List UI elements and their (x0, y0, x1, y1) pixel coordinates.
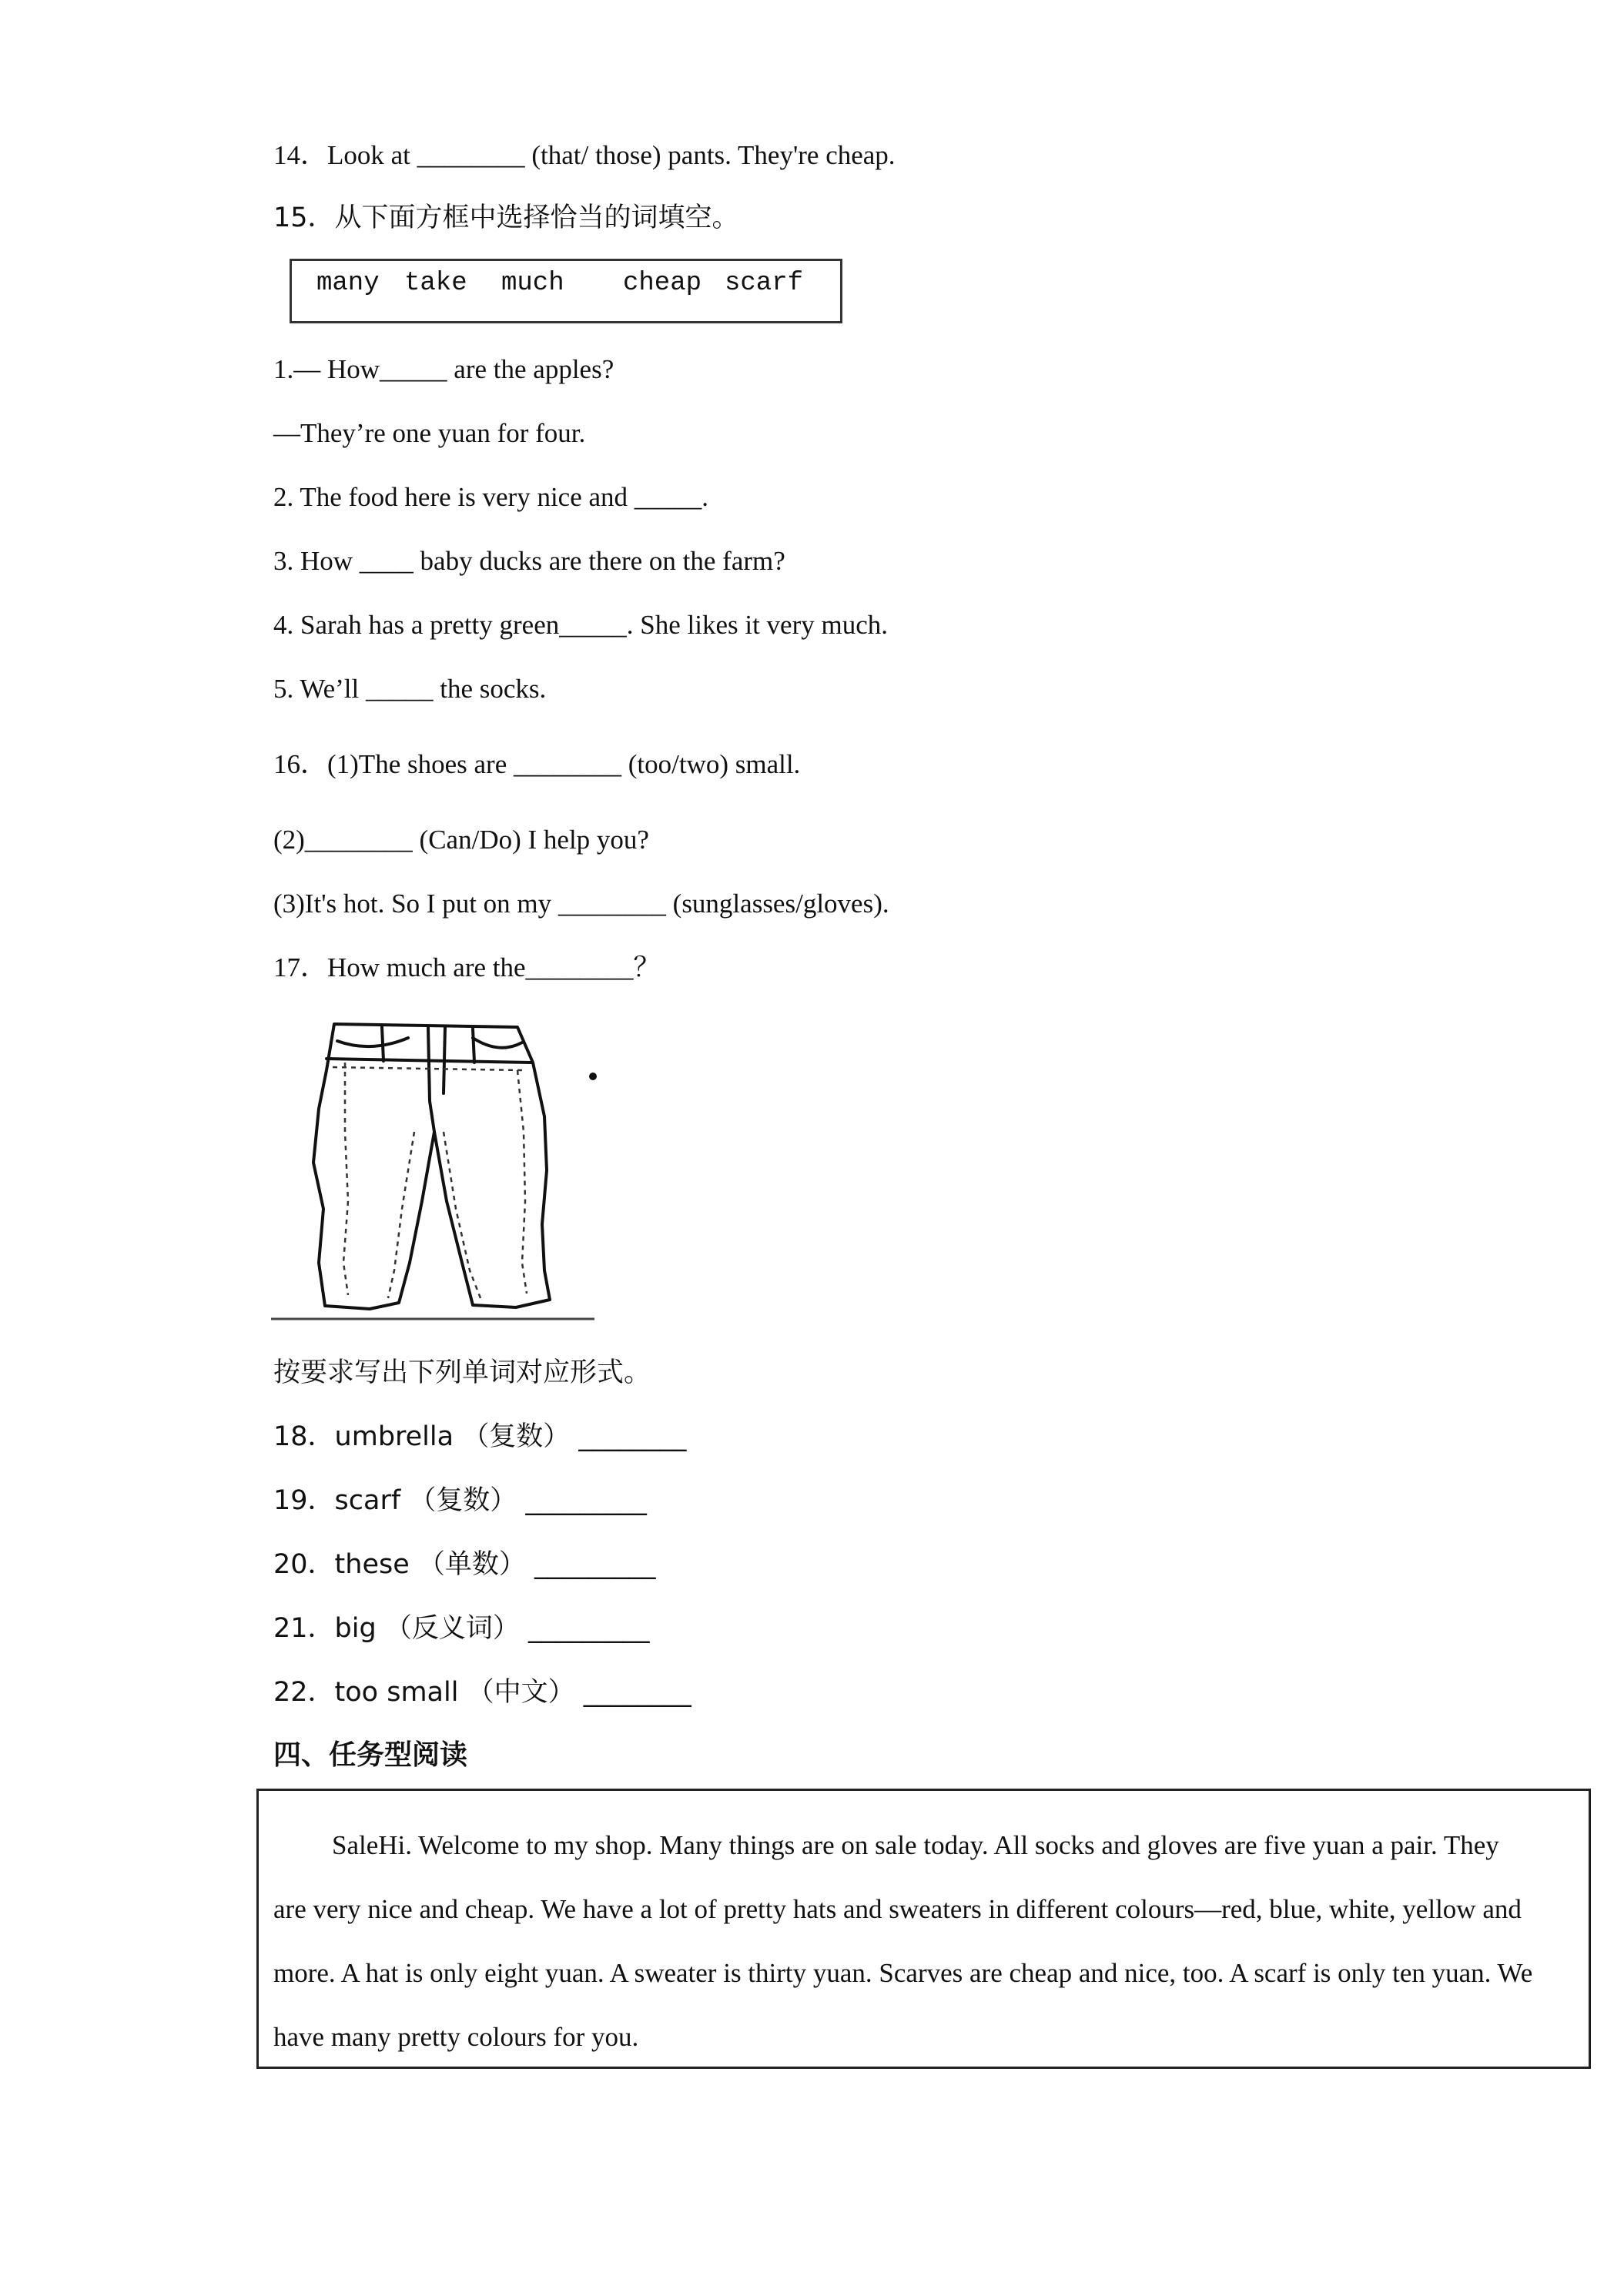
pants-illustration (271, 1016, 602, 1324)
question-17: 17．How much are the________？ (273, 952, 661, 982)
question-16-part: (2)________ (Can/Do) I help you? (273, 825, 649, 855)
question-16-part: (3)It's hot. So I put on my ________ (sunglasses/gloves). (273, 889, 889, 919)
word-choice: many (316, 269, 380, 298)
question-15-item: 5. We’ll _____ the socks. (273, 674, 547, 704)
word-form-item: 18．umbrella （复数） ________ (273, 1421, 687, 1452)
word-forms-instruction: 按要求写出下列单词对应形式。 (273, 1357, 651, 1388)
section-heading: 四、任务型阅读 (273, 1739, 468, 1771)
question-15-instruction: 15．从下面方框中选择恰当的词填空。 (273, 202, 739, 233)
word-form-item: 21．big （反义词） _________ (273, 1613, 650, 1644)
word-form-item: 20．these （单数） _________ (273, 1549, 656, 1580)
word-form-item: 19．scarf （复数） _________ (273, 1485, 647, 1516)
question-15-item: 3. How ____ baby ducks are there on the farm? (273, 546, 785, 576)
question-14: 14．Look at ________ (that/ those) pants. They're cheap. (273, 140, 896, 170)
question-16-part: 16．(1)The shoes are ________ (too/two) small. (273, 749, 801, 779)
question-15-item: —They’re one yuan for four. (273, 418, 586, 448)
reading-passage: SaleHi. Welcome to my shop. Many things are on sale today. All socks and gloves are five yuan a pair. They are very nice and cheap. We have a lot of pretty hats and sweaters in different colours—red, blue, white, yellow and more. A hat is only eight yuan. A sweater is thirty yuan. Scarves are cheap and nice, too. A scarf is only ten yuan. We have many pretty colours for you. (273, 1830, 1533, 2052)
word-choice: cheap (623, 269, 702, 298)
word-choice: take (404, 269, 467, 298)
word-choice-box (290, 259, 842, 323)
word-choice: much (501, 269, 564, 298)
question-15-item: 1.— How_____ are the apples? (273, 354, 614, 384)
word-choice: scarf (725, 269, 804, 298)
question-15-item: 4. Sarah has a pretty green_____. She likes it very much. (273, 610, 888, 640)
question-15-item: 2. The food here is very nice and _____. (273, 482, 709, 512)
word-form-item: 22．too small （中文） ________ (273, 1677, 691, 1708)
